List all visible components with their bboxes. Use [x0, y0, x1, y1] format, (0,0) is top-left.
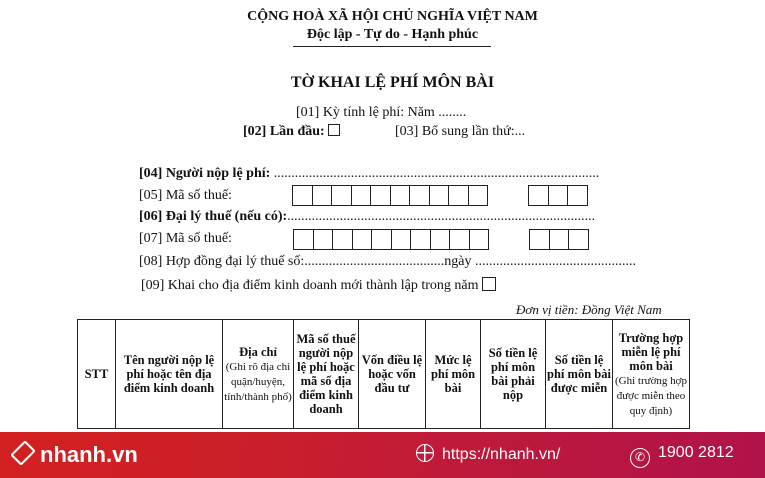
globe-icon — [416, 444, 434, 462]
phone-link[interactable]: ✆ 1900 2812 — [630, 444, 734, 468]
first-time-checkbox[interactable] — [328, 124, 340, 136]
table-header-row — [78, 320, 690, 429]
motto-underline — [293, 46, 491, 47]
field-03: [03] Bổ sung lần thứ:... — [395, 124, 526, 139]
contract-no-input[interactable]: ........................................ — [304, 254, 445, 269]
col-stt: STT — [78, 320, 116, 429]
payer-input[interactable]: ............................................................................................. — [273, 166, 600, 181]
field-04: [04] Người nộp lệ phí: — [139, 166, 271, 181]
col-address: Địa chỉ (Ghi rõ địa chỉ quận/huyện, tỉnh/thành phố) — [223, 320, 294, 429]
col-capital: Vốn điều lệ hoặc vốn đầu tư — [359, 320, 426, 429]
contract-date-input[interactable]: .............................................. — [475, 254, 636, 269]
new-location-checkbox[interactable] — [482, 277, 496, 291]
tax-code-suffix-boxes[interactable] — [529, 185, 588, 206]
nhanh-logo[interactable]: nhanh.vn — [12, 438, 138, 468]
field-01: [01] Kỳ tính lệ phí: Năm ........ — [296, 105, 467, 120]
field-06: [06] Đại lý thuế (nếu có): — [139, 209, 288, 224]
field-07: [07] Mã số thuế: — [139, 231, 232, 246]
fee-table — [77, 319, 690, 429]
tax-code-boxes[interactable] — [293, 185, 488, 206]
nation-heading: CỘNG HOÀ XÃ HỘI CHỦ NGHĨA VIỆT NAM — [247, 9, 538, 24]
website-link[interactable]: https://nhanh.vn/ — [416, 444, 560, 464]
logo-icon — [10, 440, 36, 466]
footer-banner — [0, 432, 765, 478]
field-05: [05] Mã số thuế: — [139, 188, 232, 203]
phone-icon: ✆ — [630, 448, 650, 468]
col-fee-level: Mức lệ phí môn bài — [426, 320, 481, 429]
col-exemption-note: (Ghi trường hợp được miễn theo quy định) — [615, 374, 687, 417]
agent-tax-code-suffix-boxes[interactable] — [530, 229, 589, 250]
col-exemption-case: Trường hợp miễn lệ phí môn bài (Ghi trường hợp được miễn theo quy định) — [613, 320, 690, 429]
col-fee-payable: Số tiền lệ phí môn bài phải nộp — [481, 320, 546, 429]
agent-tax-code-boxes[interactable] — [294, 229, 489, 250]
col-payer-name: Tên người nộp lệ phí hoặc tên địa điểm kinh doanh — [116, 320, 223, 429]
col-address-note: (Ghi rõ địa chỉ quận/huyện, tỉnh/thành phố) — [224, 360, 292, 403]
form-title: TỜ KHAI LỆ PHÍ MÔN BÀI — [290, 74, 495, 91]
field-08-date-label: ngày — [444, 254, 472, 269]
motto: Độc lập - Tự do - Hạnh phúc — [306, 27, 479, 42]
col-fee-exempt: Số tiền lệ phí môn bài được miễn — [546, 320, 613, 429]
agent-input[interactable]: ........................................................................................ — [287, 209, 596, 224]
currency-note: Đơn vị tiền: Đồng Việt Nam — [516, 302, 662, 317]
field-02: [02] Lần đầu: — [243, 124, 325, 139]
col-tax-code: Mã số thuế người nộp lệ phí hoặc mã số địa điểm kinh doanh — [294, 320, 359, 429]
field-08: [08] Hợp đồng đại lý thuế số: — [139, 254, 305, 269]
field-09: [09] Khai cho địa điểm kinh doanh mới thành lập trong năm — [141, 278, 479, 293]
